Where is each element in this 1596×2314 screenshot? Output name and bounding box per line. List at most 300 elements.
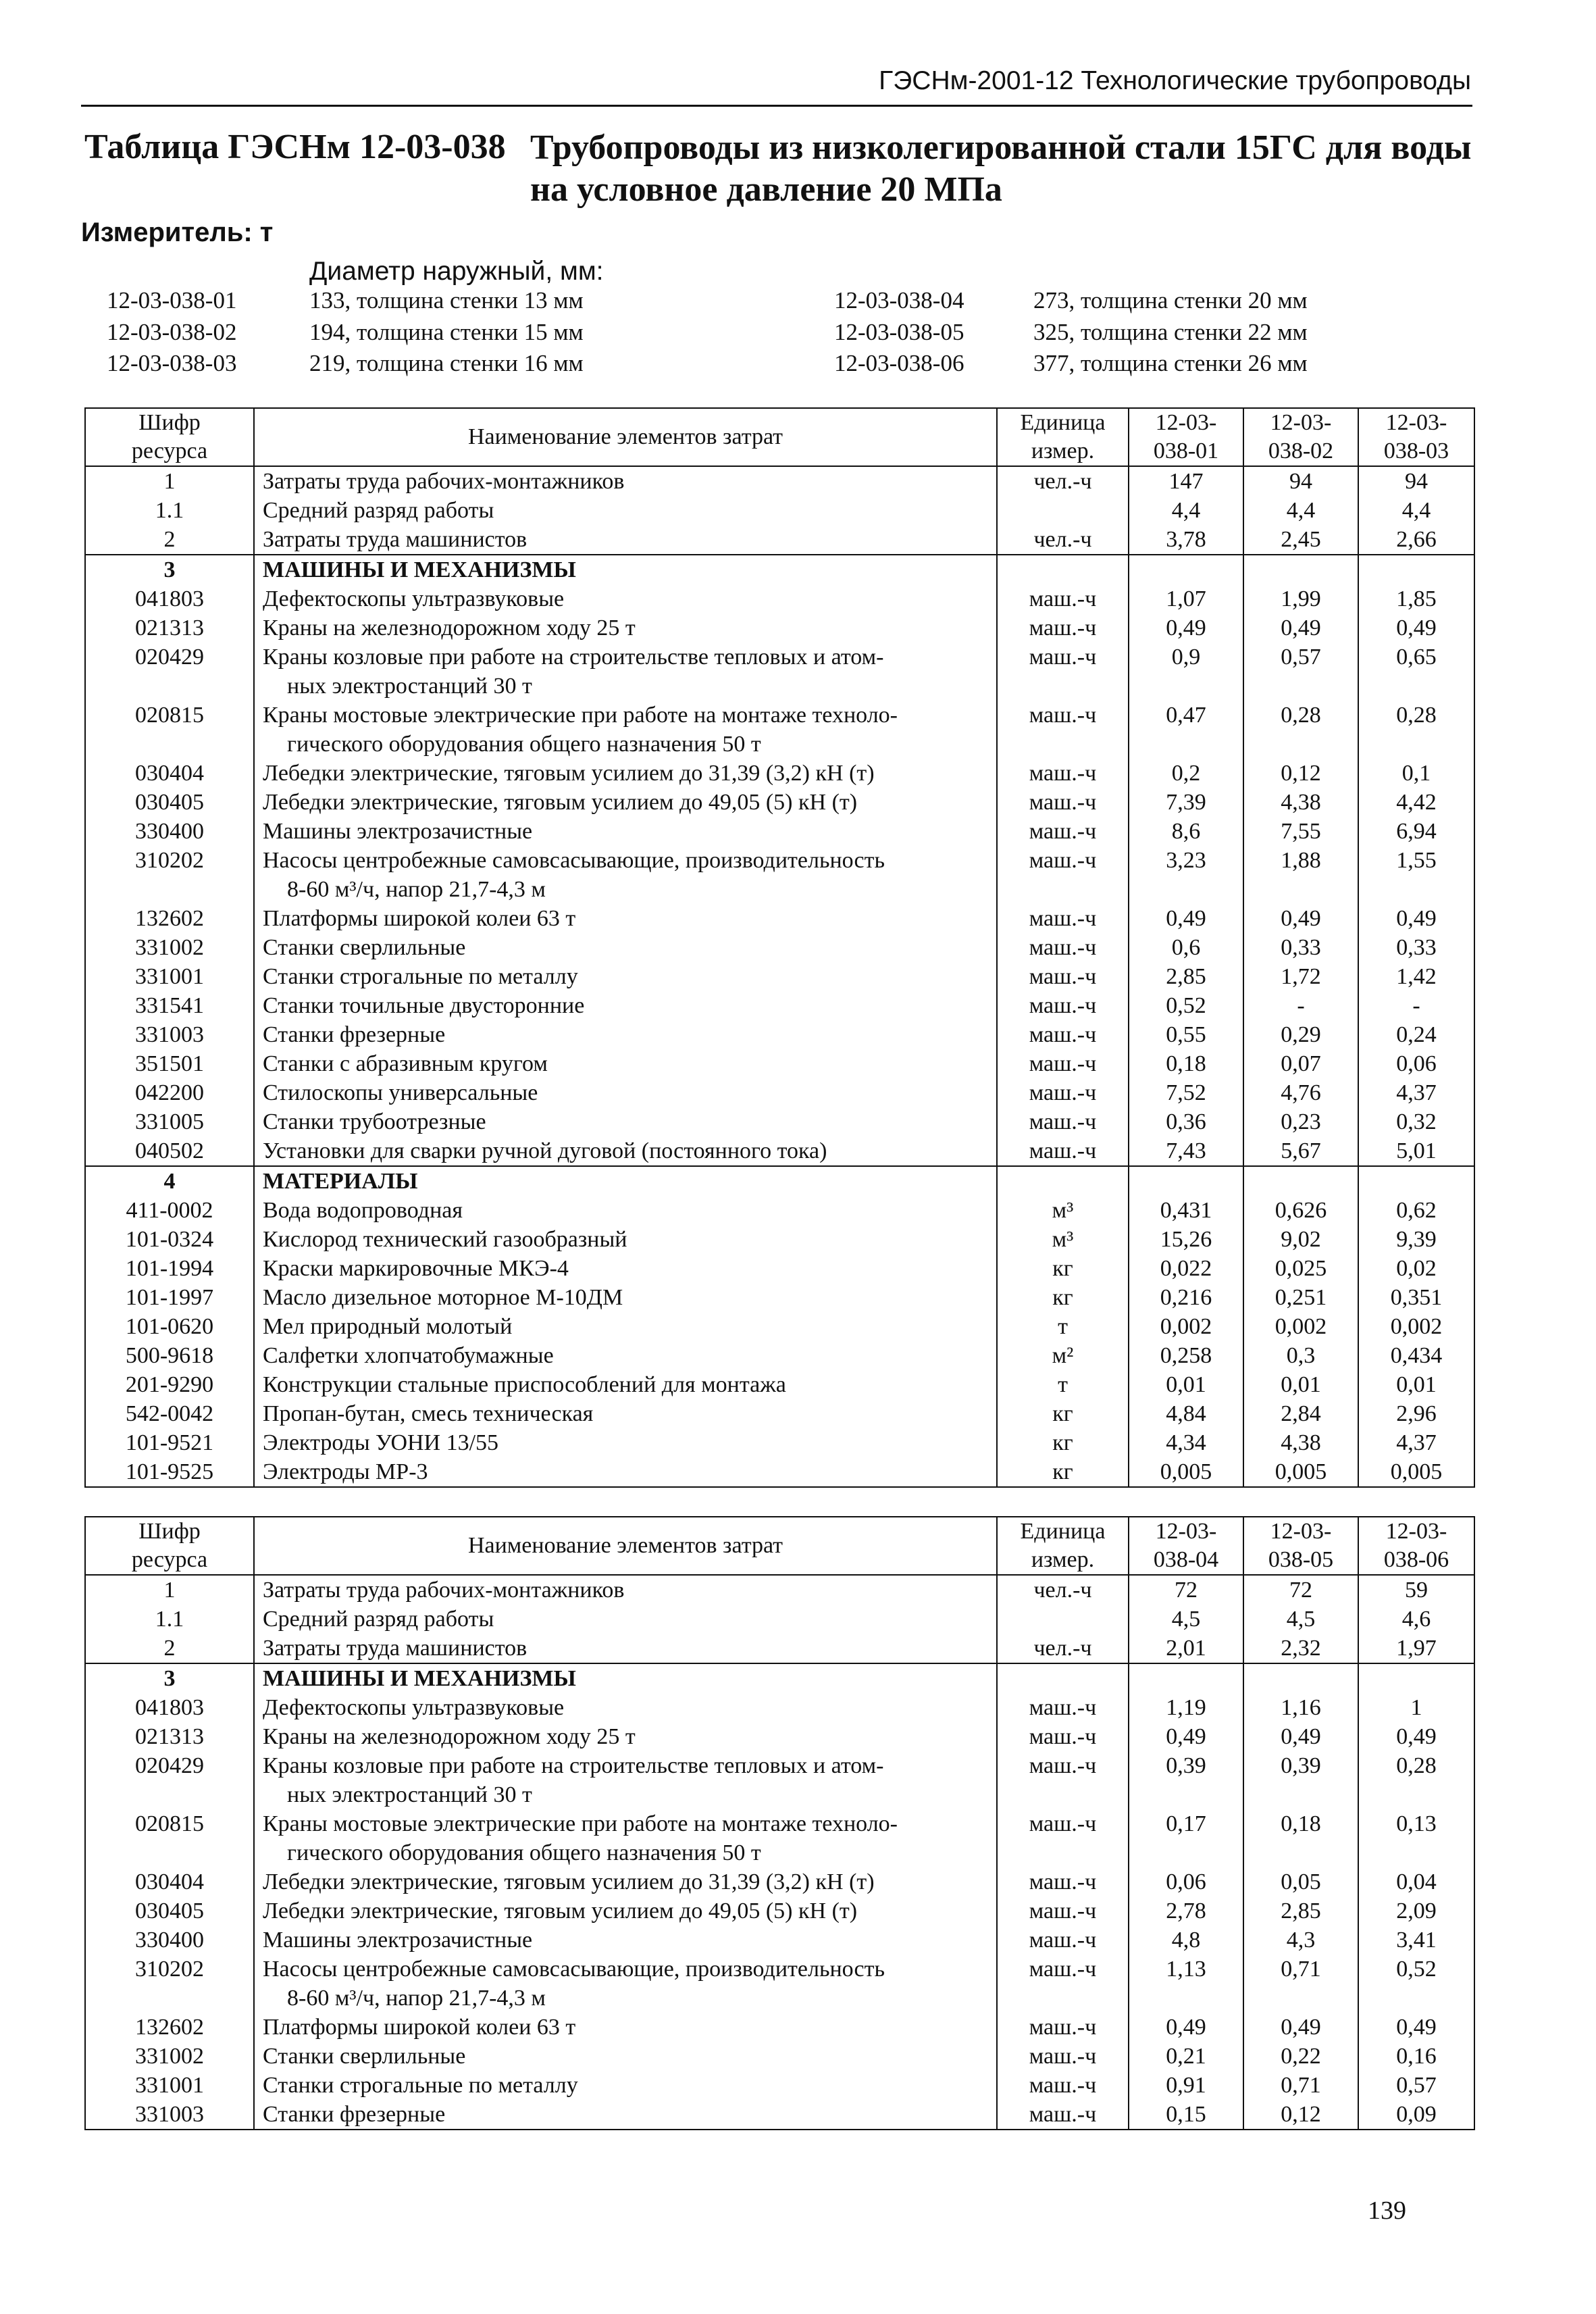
norm-value-cell: 1,99 <box>1243 584 1358 613</box>
resource-code-cell: 1 <box>85 1575 254 1605</box>
norm-value-cell: 0,005 <box>1358 1457 1474 1487</box>
cost-element-name-cell: Затраты труда рабочих-монтажников <box>254 1575 997 1605</box>
norm-value-cell: 0,33 <box>1243 933 1358 962</box>
table-body <box>85 466 1474 1487</box>
resource-code-cell: 2 <box>85 525 254 555</box>
table-row <box>85 555 1474 584</box>
norm-value-cell: 72 <box>1243 1575 1358 1605</box>
table-row <box>85 2013 1474 2042</box>
cost-element-name-cell: Затраты труда рабочих-монтажников <box>254 466 997 496</box>
norm-value-cell: 7,52 <box>1129 1078 1243 1107</box>
cost-element-name-cell: Дефектоскопы ультразвуковые <box>254 584 997 613</box>
cost-element-name-cell: МАШИНЫ И МЕХАНИЗМЫ <box>254 1663 997 1693</box>
col-header-variant: 12-03- 038-05 <box>1243 1517 1358 1575</box>
cost-element-name-cell: Краны козловые при работе на строительстве тепловых и атом- ных электростанций 30 т <box>254 643 997 701</box>
resource-code-cell: 500-9618 <box>85 1341 254 1370</box>
norm-value-cell: 0,18 <box>1129 1049 1243 1078</box>
cost-element-name-cell: Лебедки электрические, тяговым усилием до 31,39 (3,2) кН (т) <box>254 759 997 788</box>
unit-cell: чел.-ч <box>997 1634 1129 1663</box>
unit-cell: маш.-ч <box>997 2100 1129 2130</box>
table-title-label: Таблица ГЭСНм 12-03-038 <box>84 128 506 166</box>
norm-value-cell: 0,32 <box>1358 1107 1474 1136</box>
table-row <box>85 1457 1474 1487</box>
unit-cell: маш.-ч <box>997 1020 1129 1049</box>
unit-cell: кг <box>997 1457 1129 1487</box>
norm-value-cell: 4,5 <box>1129 1605 1243 1634</box>
norm-value-cell: 59 <box>1358 1575 1474 1605</box>
norm-value-cell: 0,3 <box>1243 1341 1358 1370</box>
norm-value-cell: 0,57 <box>1358 2071 1474 2100</box>
table-row <box>85 584 1474 613</box>
resource-code-cell: 101-9525 <box>85 1457 254 1487</box>
resource-code-cell: 3 <box>85 1663 254 1693</box>
table-row <box>85 1370 1474 1399</box>
unit-cell: кг <box>997 1254 1129 1283</box>
resource-code-cell: 030405 <box>85 1896 254 1926</box>
norm-value-cell: 0,626 <box>1243 1196 1358 1225</box>
table-row <box>85 1078 1474 1107</box>
norm-value-cell <box>1243 555 1358 584</box>
norm-value-cell: 1,07 <box>1129 584 1243 613</box>
cost-element-name-cell: Станки точильные двусторонние <box>254 991 997 1020</box>
unit-cell: маш.-ч <box>997 584 1129 613</box>
norm-value-cell <box>1129 555 1243 584</box>
norm-value-cell: 0,62 <box>1358 1196 1474 1225</box>
table-row <box>85 1751 1474 1809</box>
cost-element-name-cell: Платформы широкой колеи 63 т <box>254 2013 997 2042</box>
resource-code-cell: 1.1 <box>85 1605 254 1634</box>
norm-value-cell: 0,216 <box>1129 1283 1243 1312</box>
table-row <box>85 1312 1474 1341</box>
unit-cell: маш.-ч <box>997 1136 1129 1166</box>
norm-value-cell: 0,258 <box>1129 1341 1243 1370</box>
norm-value-cell: 9,02 <box>1243 1225 1358 1254</box>
col-header-code: Шифр ресурса <box>85 408 254 466</box>
cost-element-name-cell: Вода водопроводная <box>254 1196 997 1225</box>
norm-value-cell: 0,49 <box>1129 904 1243 933</box>
unit-cell: чел.-ч <box>997 1575 1129 1605</box>
unit-cell: чел.-ч <box>997 525 1129 555</box>
unit-cell: маш.-ч <box>997 2042 1129 2071</box>
resource-code-cell: 330400 <box>85 817 254 846</box>
norm-value-cell: 0,21 <box>1129 2042 1243 2071</box>
norm-value-cell: 0,49 <box>1243 904 1358 933</box>
norm-value-cell: 0,47 <box>1129 701 1243 759</box>
cost-element-name-cell: Краны козловые при работе на строительстве тепловых и атом- ных электростанций 30 т <box>254 1751 997 1809</box>
resource-norms-table-1 <box>84 407 1475 1488</box>
measurer-label: Измеритель: т <box>81 218 274 247</box>
variant-code: 12-03-038-05 <box>834 319 964 345</box>
cost-element-name-cell: Лебедки электрические, тяговым усилием до 49,05 (5) кН (т) <box>254 788 997 817</box>
unit-cell: кг <box>997 1428 1129 1457</box>
norm-value-cell: 0,91 <box>1129 2071 1243 2100</box>
norm-value-cell: 0,52 <box>1129 991 1243 1020</box>
variant-desc: 377, толщина стенки 26 мм <box>1033 350 1308 376</box>
table-row <box>85 1107 1474 1136</box>
col-header-variant: 12-03- 038-02 <box>1243 408 1358 466</box>
resource-code-cell: 351501 <box>85 1049 254 1078</box>
table-row <box>85 525 1474 555</box>
resource-code-cell: 310202 <box>85 846 254 904</box>
cost-element-name-cell: Средний разряд работы <box>254 496 997 525</box>
resource-code-cell: 030405 <box>85 788 254 817</box>
cost-element-name-cell: Станки фрезерные <box>254 1020 997 1049</box>
norm-value-cell: 0,04 <box>1358 1867 1474 1896</box>
resource-code-cell: 030404 <box>85 1867 254 1896</box>
table-row <box>85 613 1474 643</box>
cost-element-name-cell: Станки сверлильные <box>254 2042 997 2071</box>
unit-cell: м³ <box>997 1196 1129 1225</box>
resource-code-cell: 331002 <box>85 933 254 962</box>
cost-element-name-cell: Затраты труда машинистов <box>254 525 997 555</box>
table-row <box>85 1809 1474 1867</box>
col-header-unit: Единица измер. <box>997 408 1129 466</box>
norm-value-cell: 3,23 <box>1129 846 1243 904</box>
norm-value-cell: 0,49 <box>1358 613 1474 643</box>
norm-value-cell: 0,49 <box>1129 2013 1243 2042</box>
norm-value-cell: 4,34 <box>1129 1428 1243 1457</box>
norm-value-cell: 3,41 <box>1358 1926 1474 1955</box>
norm-value-cell: 0,71 <box>1243 2071 1358 2100</box>
variant-desc: 325, толщина стенки 22 мм <box>1033 319 1308 345</box>
col-header-name: Наименование элементов затрат <box>254 408 997 466</box>
cost-element-name-cell: Станки с абразивным кругом <box>254 1049 997 1078</box>
resource-code-cell: 331003 <box>85 2100 254 2130</box>
resource-code-cell: 542-0042 <box>85 1399 254 1428</box>
resource-code-cell: 310202 <box>85 1955 254 2013</box>
norm-value-cell: 1,97 <box>1358 1634 1474 1663</box>
norm-value-cell: 0,002 <box>1358 1312 1474 1341</box>
cost-element-name-cell: Краски маркировочные МКЭ-4 <box>254 1254 997 1283</box>
norm-value-cell: 2,96 <box>1358 1399 1474 1428</box>
norm-value-cell: 0,29 <box>1243 1020 1358 1049</box>
resource-code-cell: 041803 <box>85 1693 254 1722</box>
diameter-heading: Диаметр наружный, мм: <box>309 257 604 286</box>
norm-value-cell: 7,55 <box>1243 817 1358 846</box>
cost-element-name-cell: Насосы центробежные самовсасывающие, производительность 8-60 м³/ч, напор 21,7-4,3 м <box>254 1955 997 2013</box>
table-row <box>85 1428 1474 1457</box>
cost-element-name-cell: Электроды МР-3 <box>254 1457 997 1487</box>
variant-desc: 194, толщина стенки 15 мм <box>309 319 584 345</box>
unit-cell: маш.-ч <box>997 846 1129 904</box>
table-row <box>85 1575 1474 1605</box>
table-header <box>85 1517 1474 1575</box>
resource-code-cell: 411-0002 <box>85 1196 254 1225</box>
variant-code: 12-03-038-01 <box>107 287 237 313</box>
resource-code-cell: 020429 <box>85 1751 254 1809</box>
norm-value-cell: 0,24 <box>1358 1020 1474 1049</box>
table-row <box>85 496 1474 525</box>
resource-code-cell: 021313 <box>85 1722 254 1751</box>
norm-value-cell: 0,2 <box>1129 759 1243 788</box>
norm-value-cell: 0,49 <box>1358 2013 1474 2042</box>
norm-value-cell: 1,19 <box>1129 1693 1243 1722</box>
norm-value-cell: 0,33 <box>1358 933 1474 962</box>
table-row <box>85 1896 1474 1926</box>
norm-value-cell: 0,49 <box>1243 613 1358 643</box>
cost-element-name-cell: Конструкции стальные приспособлений для монтажа <box>254 1370 997 1399</box>
table-row <box>85 991 1474 1020</box>
table-row <box>85 1341 1474 1370</box>
unit-cell: маш.-ч <box>997 991 1129 1020</box>
unit-cell: маш.-ч <box>997 1693 1129 1722</box>
norm-value-cell: 4,38 <box>1243 788 1358 817</box>
cost-element-name-cell: Краны мостовые электрические при работе на монтаже техноло- гического оборудования общего назначения 50 т <box>254 1809 997 1867</box>
norm-value-cell: 0,28 <box>1358 1751 1474 1809</box>
resource-code-cell: 331005 <box>85 1107 254 1136</box>
table-row <box>85 466 1474 496</box>
unit-cell: маш.-ч <box>997 817 1129 846</box>
unit-cell: маш.-ч <box>997 613 1129 643</box>
norm-value-cell: 4,4 <box>1358 496 1474 525</box>
norm-value-cell: 4,3 <box>1243 1926 1358 1955</box>
norm-value-cell: 1,13 <box>1129 1955 1243 2013</box>
norm-value-cell: 0,49 <box>1358 1722 1474 1751</box>
resource-code-cell: 2 <box>85 1634 254 1663</box>
norm-value-cell: 2,45 <box>1243 525 1358 555</box>
unit-cell: маш.-ч <box>997 1809 1129 1867</box>
table-row <box>85 846 1474 904</box>
unit-cell: маш.-ч <box>997 1896 1129 1926</box>
norm-value-cell: 147 <box>1129 466 1243 496</box>
norm-value-cell: 4,38 <box>1243 1428 1358 1457</box>
table-row <box>85 1722 1474 1751</box>
cost-element-name-cell: Краны на железнодорожном ходу 25 т <box>254 1722 997 1751</box>
norm-value-cell: 7,39 <box>1129 788 1243 817</box>
cost-element-name-cell: Лебедки электрические, тяговым усилием до 31,39 (3,2) кН (т) <box>254 1867 997 1896</box>
norm-value-cell: 2,85 <box>1129 962 1243 991</box>
unit-cell <box>997 1663 1129 1693</box>
norm-value-cell: 0,06 <box>1129 1867 1243 1896</box>
norm-value-cell: 6,94 <box>1358 817 1474 846</box>
norm-value-cell: 0,71 <box>1243 1955 1358 2013</box>
norm-value-cell: 0,005 <box>1243 1457 1358 1487</box>
resource-code-cell: 331003 <box>85 1020 254 1049</box>
variant-code: 12-03-038-03 <box>107 350 237 376</box>
col-header-variant: 12-03- 038-03 <box>1358 408 1474 466</box>
table-row <box>85 1926 1474 1955</box>
unit-cell: маш.-ч <box>997 1751 1129 1809</box>
cost-element-name-cell: Стилоскопы универсальные <box>254 1078 997 1107</box>
table-header <box>85 408 1474 466</box>
norm-value-cell <box>1358 555 1474 584</box>
unit-cell: маш.-ч <box>997 643 1129 701</box>
unit-cell: маш.-ч <box>997 701 1129 759</box>
table-row <box>85 1166 1474 1196</box>
norm-value-cell: 0,22 <box>1243 2042 1358 2071</box>
table-row <box>85 1136 1474 1166</box>
norm-value-cell: 0,12 <box>1243 2100 1358 2130</box>
norm-value-cell: 0,01 <box>1358 1370 1474 1399</box>
cost-element-name-cell: Мел природный молотый <box>254 1312 997 1341</box>
table-row <box>85 933 1474 962</box>
norm-value-cell: 4,84 <box>1129 1399 1243 1428</box>
cost-element-name-cell: Станки строгальные по металлу <box>254 2071 997 2100</box>
norm-value-cell: 0,23 <box>1243 1107 1358 1136</box>
norm-value-cell: 0,351 <box>1358 1283 1474 1312</box>
unit-cell: маш.-ч <box>997 2013 1129 2042</box>
norm-value-cell: 0,39 <box>1129 1751 1243 1809</box>
norm-value-cell: 1,16 <box>1243 1693 1358 1722</box>
resource-code-cell: 101-1994 <box>85 1254 254 1283</box>
resource-code-cell: 3 <box>85 555 254 584</box>
resource-code-cell: 331001 <box>85 2071 254 2100</box>
norm-value-cell: 5,67 <box>1243 1136 1358 1166</box>
cost-element-name-cell: Салфетки хлопчатобумажные <box>254 1341 997 1370</box>
norm-value-cell: 0,36 <box>1129 1107 1243 1136</box>
col-header-variant: 12-03- 038-01 <box>1129 408 1243 466</box>
norm-value-cell: 0,07 <box>1243 1049 1358 1078</box>
table-row <box>85 1283 1474 1312</box>
cost-element-name-cell: Насосы центробежные самовсасывающие, производительность 8-60 м³/ч, напор 21,7-4,3 м <box>254 846 997 904</box>
norm-value-cell: 0,01 <box>1129 1370 1243 1399</box>
norm-value-cell: 0,05 <box>1243 1867 1358 1896</box>
norm-value-cell: 0,09 <box>1358 2100 1474 2130</box>
unit-cell <box>997 1605 1129 1634</box>
table-row <box>85 1049 1474 1078</box>
norm-value-cell: 72 <box>1129 1575 1243 1605</box>
norm-value-cell: 2,84 <box>1243 1399 1358 1428</box>
resource-code-cell: 042200 <box>85 1078 254 1107</box>
resource-code-cell: 020815 <box>85 1809 254 1867</box>
table-body <box>85 1575 1474 2130</box>
table-row <box>85 1867 1474 1896</box>
norm-value-cell: 5,01 <box>1358 1136 1474 1166</box>
table-row <box>85 643 1474 701</box>
norm-value-cell: 4,5 <box>1243 1605 1358 1634</box>
norm-value-cell: 1,88 <box>1243 846 1358 904</box>
unit-cell: маш.-ч <box>997 788 1129 817</box>
norm-value-cell: 0,002 <box>1129 1312 1243 1341</box>
unit-cell: маш.-ч <box>997 759 1129 788</box>
table-row <box>85 1955 1474 2013</box>
cost-element-name-cell: Установки для сварки ручной дуговой (постоянного тока) <box>254 1136 997 1166</box>
resource-code-cell: 331541 <box>85 991 254 1020</box>
variant-code: 12-03-038-04 <box>834 287 964 313</box>
norm-value-cell <box>1243 1166 1358 1196</box>
norm-value-cell: 4,76 <box>1243 1078 1358 1107</box>
unit-cell <box>997 1166 1129 1196</box>
table-row <box>85 1693 1474 1722</box>
table-row <box>85 1634 1474 1663</box>
resource-code-cell: 330400 <box>85 1926 254 1955</box>
unit-cell: маш.-ч <box>997 933 1129 962</box>
norm-value-cell: 0,17 <box>1129 1809 1243 1867</box>
norm-value-cell: 2,01 <box>1129 1634 1243 1663</box>
norm-value-cell <box>1129 1166 1243 1196</box>
norm-value-cell: 1,42 <box>1358 962 1474 991</box>
resource-norms-table-2 <box>84 1516 1475 2130</box>
unit-cell <box>997 555 1129 584</box>
resource-code-cell: 132602 <box>85 904 254 933</box>
norm-value-cell: 94 <box>1358 466 1474 496</box>
cost-element-name-cell: Дефектоскопы ультразвуковые <box>254 1693 997 1722</box>
resource-code-cell: 101-1997 <box>85 1283 254 1312</box>
resource-code-cell: 021313 <box>85 613 254 643</box>
norm-value-cell: 2,85 <box>1243 1896 1358 1926</box>
unit-cell: маш.-ч <box>997 904 1129 933</box>
cost-element-name-cell: Платформы широкой колеи 63 т <box>254 904 997 933</box>
norm-value-cell: 4,37 <box>1358 1428 1474 1457</box>
cost-element-name-cell: Пропан-бутан, смесь техническая <box>254 1399 997 1428</box>
norm-value-cell: 0,434 <box>1358 1341 1474 1370</box>
col-header-name: Наименование элементов затрат <box>254 1517 997 1575</box>
norm-value-cell: 0,06 <box>1358 1049 1474 1078</box>
cost-element-name-cell: МАШИНЫ И МЕХАНИЗМЫ <box>254 555 997 584</box>
norm-value-cell: 0,49 <box>1243 2013 1358 2042</box>
norm-value-cell: 4,37 <box>1358 1078 1474 1107</box>
resource-code-cell: 331001 <box>85 962 254 991</box>
norm-value-cell: 0,13 <box>1358 1809 1474 1867</box>
norm-value-cell: 0,28 <box>1243 701 1358 759</box>
table-row <box>85 701 1474 759</box>
norm-value-cell: 0,9 <box>1129 643 1243 701</box>
unit-cell: м³ <box>997 1225 1129 1254</box>
unit-cell: маш.-ч <box>997 1107 1129 1136</box>
table-row <box>85 1196 1474 1225</box>
resource-code-cell: 040502 <box>85 1136 254 1166</box>
cost-element-name-cell: Масло дизельное моторное М-10ДМ <box>254 1283 997 1312</box>
resource-code-cell: 101-0620 <box>85 1312 254 1341</box>
norm-value-cell: 0,15 <box>1129 2100 1243 2130</box>
resource-code-cell: 041803 <box>85 584 254 613</box>
norm-value-cell: 2,09 <box>1358 1896 1474 1926</box>
norm-value-cell: - <box>1358 991 1474 1020</box>
table-row <box>85 904 1474 933</box>
norm-value-cell: 0,01 <box>1243 1370 1358 1399</box>
norm-value-cell: 0,28 <box>1358 701 1474 759</box>
norm-value-cell: 0,57 <box>1243 643 1358 701</box>
norm-value-cell: 15,26 <box>1129 1225 1243 1254</box>
cost-element-name-cell: Краны на железнодорожном ходу 25 т <box>254 613 997 643</box>
cost-element-name-cell: Электроды УОНИ 13/55 <box>254 1428 997 1457</box>
table-row <box>85 962 1474 991</box>
table-row <box>85 1663 1474 1693</box>
norm-value-cell: 0,49 <box>1129 613 1243 643</box>
table-row <box>85 2042 1474 2071</box>
cost-element-name-cell: Затраты труда машинистов <box>254 1634 997 1663</box>
variant-code: 12-03-038-02 <box>107 319 237 345</box>
norm-value-cell: 4,4 <box>1243 496 1358 525</box>
norm-value-cell: 0,431 <box>1129 1196 1243 1225</box>
norm-value-cell <box>1358 1663 1474 1693</box>
table-row <box>85 788 1474 817</box>
norm-value-cell: 0,49 <box>1129 1722 1243 1751</box>
norm-value-cell: 0,49 <box>1243 1722 1358 1751</box>
norm-value-cell: 0,55 <box>1129 1020 1243 1049</box>
unit-cell: маш.-ч <box>997 1926 1129 1955</box>
norm-value-cell: 0,02 <box>1358 1254 1474 1283</box>
norm-value-cell: 2,78 <box>1129 1896 1243 1926</box>
table-row <box>85 2071 1474 2100</box>
unit-cell: маш.-ч <box>997 1955 1129 2013</box>
norm-value-cell: 3,78 <box>1129 525 1243 555</box>
norm-value-cell: 4,8 <box>1129 1926 1243 1955</box>
unit-cell: м² <box>997 1341 1129 1370</box>
col-header-code: Шифр ресурса <box>85 1517 254 1575</box>
unit-cell: маш.-ч <box>997 2071 1129 2100</box>
resource-code-cell: 4 <box>85 1166 254 1196</box>
variant-desc: 219, толщина стенки 16 мм <box>309 350 584 376</box>
col-header-variant: 12-03- 038-04 <box>1129 1517 1243 1575</box>
cost-element-name-cell: Лебедки электрические, тяговым усилием до 49,05 (5) кН (т) <box>254 1896 997 1926</box>
cost-element-name-cell: Машины электрозачистные <box>254 817 997 846</box>
norm-value-cell: 94 <box>1243 466 1358 496</box>
norm-value-cell: 0,12 <box>1243 759 1358 788</box>
table-row <box>85 1605 1474 1634</box>
table-row <box>85 2100 1474 2130</box>
norm-value-cell: 4,4 <box>1129 496 1243 525</box>
